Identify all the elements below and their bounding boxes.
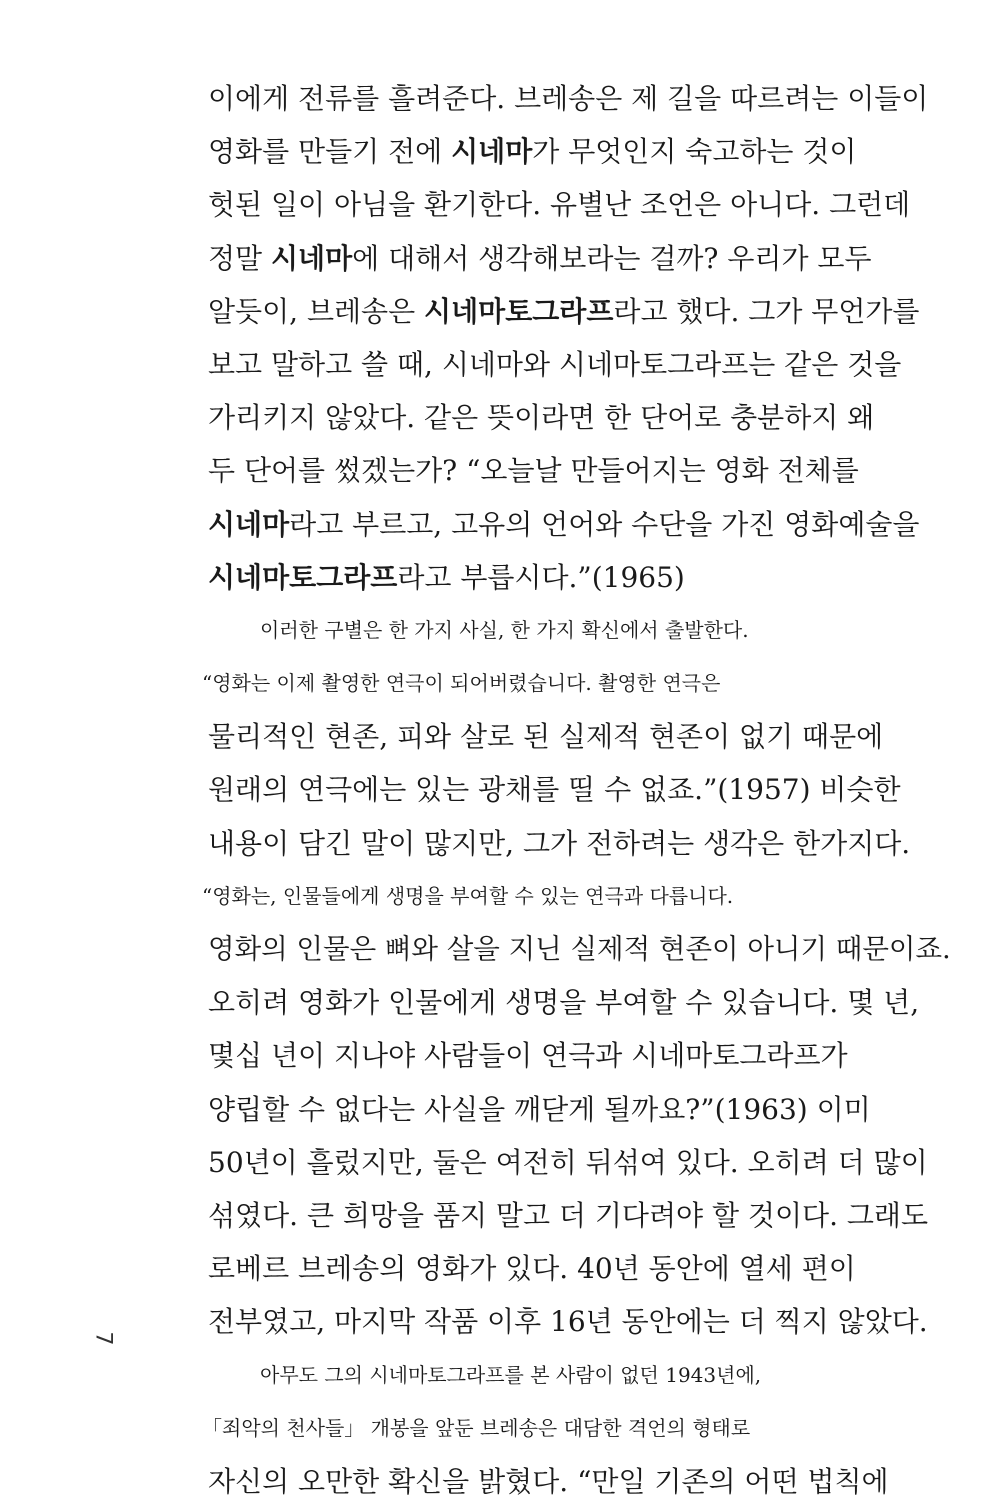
- text-line: [208, 1136, 953, 1189]
- text-line: [208, 498, 953, 551]
- text-line: [208, 763, 953, 816]
- text-line: [208, 444, 953, 497]
- text-line: [202, 870, 953, 923]
- text-segment: 아무도 그의 시네마토그라프를 본 사람이 없던 1943년에,: [260, 1362, 762, 1387]
- text-segment: 전부였고, 마지막 작품 이후 16년 동안에는 더 찍지 않았다.: [208, 1305, 928, 1339]
- text-line: [208, 604, 953, 657]
- bold-term: 시네마: [208, 507, 290, 541]
- text-line: [208, 178, 953, 231]
- text-line: [208, 1189, 953, 1242]
- text-line: [202, 657, 953, 710]
- text-segment: 이러한 구별은 한 가지 사실, 한 가지 확신에서 출발한다.: [260, 617, 749, 642]
- text-line: [208, 1349, 953, 1402]
- text-segment: 가리키지 않았다. 같은 뜻이라면 한 단어로 충분하지 왜: [208, 401, 875, 435]
- text-segment: 몇십 년이 지나야 사람들이 연극과 시네마토그라프가: [208, 1039, 848, 1073]
- text-segment: 「죄악의 천사들」 개봉을 앞둔 브레송은 대담한 격언의 형태로: [202, 1415, 751, 1440]
- text-line: [208, 391, 953, 444]
- text-segment: 헛된 일이 아님을 환기한다. 유별난 조언은 아니다. 그런데: [208, 188, 911, 222]
- text-line: [208, 1083, 953, 1136]
- bold-term: 시네마: [271, 241, 353, 275]
- text-line: [208, 976, 953, 1029]
- page-number: 7: [90, 1331, 116, 1346]
- text-line: [208, 338, 953, 391]
- text-segment: 영화를 만들기 전에: [208, 135, 452, 169]
- text-segment: 이에게 전류를 흘려준다. 브레송은 제 길을 따르려는 이들이: [208, 82, 929, 115]
- text-segment: 로베르 브레송의 영화가 있다. 40년 동안에 열세 편이: [208, 1252, 856, 1286]
- text-line: [208, 817, 953, 870]
- text-line: [208, 125, 953, 178]
- text-line: [208, 1295, 953, 1348]
- text-segment: 영화의 인물은 뼈와 살을 지닌 실제적 현존이 아니기 때문이죠.: [208, 933, 951, 965]
- text-segment: 알듯이, 브레송은: [208, 294, 425, 328]
- text-segment: 50년이 흘렀지만, 둘은 여전히 뒤섞여 있다. 오히려 더 많이: [208, 1145, 928, 1179]
- text-segment: 내용이 담긴 말이 많지만, 그가 전하려는 생각은 한가지다.: [208, 826, 911, 860]
- text-segment: 라고 부르고, 고유의 언어와 수단을 가진 영화예술을: [289, 507, 920, 541]
- text-line: [208, 232, 953, 285]
- text-segment: 정말: [208, 241, 271, 275]
- body-text: [202, 72, 953, 1508]
- text-line: [208, 1029, 953, 1082]
- text-line: [208, 1242, 953, 1295]
- text-line: [208, 923, 953, 976]
- text-segment: 가 무엇인지 숙고하는 것이: [532, 135, 857, 169]
- text-line: [208, 551, 953, 604]
- bold-term: 시네마토그라프: [424, 294, 614, 328]
- text-line: [208, 1455, 953, 1508]
- text-segment: 라고 했다. 그가 무언가를: [613, 294, 920, 328]
- text-segment: 양립할 수 없다는 사실을 깨닫게 될까요?”(1963) 이미: [208, 1092, 871, 1126]
- text-segment: 라고 부릅시다.”(1965): [397, 560, 685, 594]
- text-segment: “영화는, 인물들에게 생명을 부여할 수 있는 연극과 다릅니다.: [202, 883, 734, 908]
- text-segment: 두 단어를 썼겠는가? “오늘날 만들어지는 영화 전체를: [208, 454, 859, 488]
- text-line: [208, 710, 953, 763]
- text-segment: 섞였다. 큰 희망을 품지 말고 더 기다려야 할 것이다. 그래도: [208, 1198, 929, 1232]
- text-line: [202, 1402, 953, 1455]
- text-line: [208, 285, 953, 338]
- text-segment: 에 대해서 생각해보라는 걸까? 우리가 모두: [352, 241, 872, 275]
- text-segment: 물리적인 현존, 피와 살로 된 실제적 현존이 없기 때문에: [208, 720, 884, 754]
- text-segment: “영화는 이제 촬영한 연극이 되어버렸습니다. 촬영한 연극은: [202, 671, 721, 696]
- text-segment: 자신의 오만한 확신을 밝혔다. “만일 기존의 어떤 법칙에: [208, 1464, 889, 1498]
- bold-term: 시네마토그라프: [208, 560, 398, 594]
- text-line: [208, 72, 953, 125]
- text-segment: 보고 말하고 쓸 때, 시네마와 시네마토그라프는 같은 것을: [208, 347, 902, 381]
- text-segment: 오히려 영화가 인물에게 생명을 부여할 수 있습니다. 몇 년,: [208, 986, 920, 1020]
- bold-term: 시네마: [451, 135, 533, 169]
- text-segment: 원래의 연극에는 있는 광채를 띨 수 없죠.”(1957) 비슷한: [208, 773, 901, 807]
